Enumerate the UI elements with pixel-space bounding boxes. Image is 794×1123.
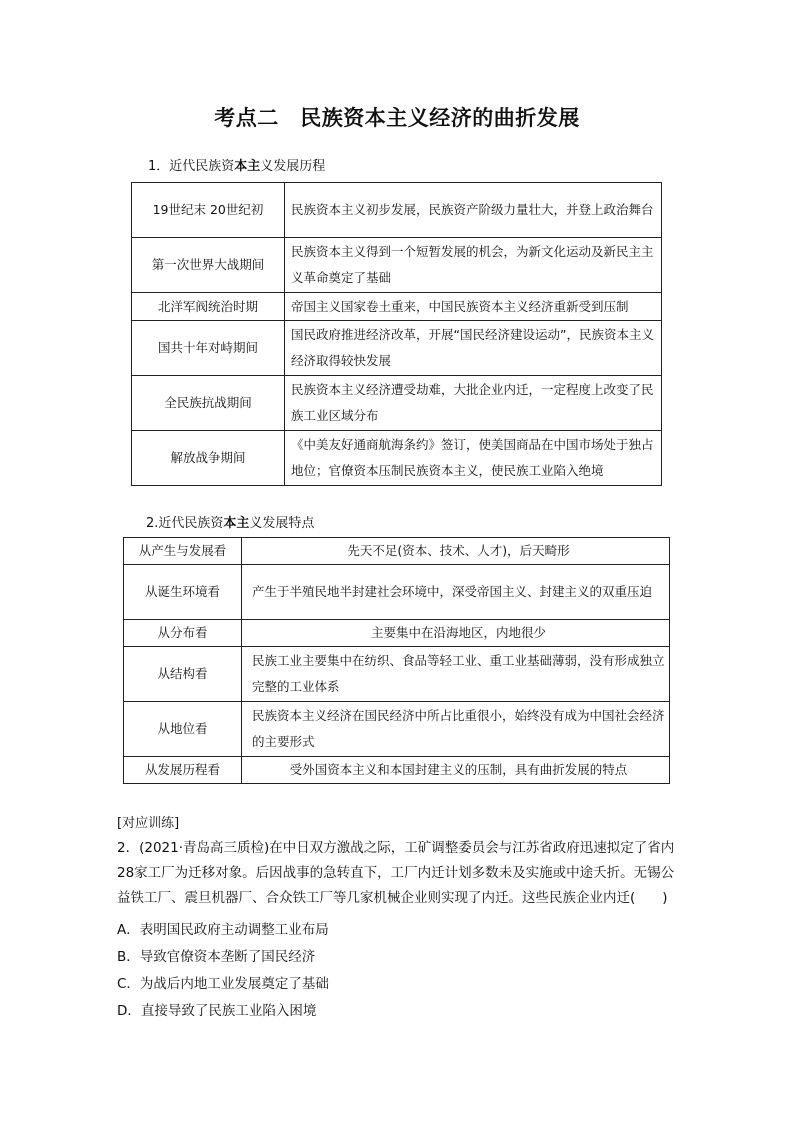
section-heading-history	[148, 155, 325, 174]
description-cell: 先天不足(资本、技术、人才)，后天畸形	[242, 538, 670, 565]
description-cell: 民族资本主义初步发展，民族资产阶级力量壮大，并登上政治舞台	[285, 183, 662, 238]
description-cell: 国民政府推进经济改革，开展“国民经济建设运动”，民族资本主义经济取得较快发展	[285, 321, 662, 376]
table-row	[132, 376, 662, 431]
description-cell: 产生于半殖民地半封建社会环境中，深受帝国主义、封建主义的双重压迫	[242, 565, 670, 620]
answer-options	[117, 917, 329, 1025]
table-row	[132, 431, 662, 486]
description-cell: 民族资本主义经济在国民经济中所占比重很小，始终没有成为中国社会经济的主要形式	[242, 702, 670, 757]
option-c[interactable]: C．为战后内地工业发展奠定了基础	[117, 976, 329, 992]
period-cell: 北洋军阀统治时期	[132, 293, 285, 321]
aspect-cell: 从分布看	[124, 620, 242, 647]
description-cell: 民族工业主要集中在纺织、食品等轻工业、重工业基础薄弱，没有形成独立完整的工业体系	[242, 647, 670, 702]
period-cell: 国共十年对峙期间	[132, 321, 285, 376]
description-cell: 民族资本主义经济遭受劫难，大批企业内迁，一定程度上改变了民族工业区域分布	[285, 376, 662, 431]
training-header: [对应训练]	[117, 816, 180, 831]
option-a[interactable]: A．表明国民政府主动调整工业布局	[117, 922, 329, 938]
aspect-cell: 从产生与发展看	[124, 538, 242, 565]
section-heading-bold: 本主	[223, 516, 250, 531]
period-cell: 19世纪末 20世纪初	[132, 183, 285, 238]
page-title: 考点二 民族资本主义经济的曲折发展	[214, 105, 580, 130]
table-row	[132, 293, 662, 321]
period-cell: 解放战争期间	[132, 431, 285, 486]
features-table	[123, 537, 670, 784]
table-row	[124, 702, 670, 757]
description-cell: 主要集中在沿海地区，内地很少	[242, 620, 670, 647]
table-row	[132, 238, 662, 293]
period-cell: 第一次世界大战期间	[132, 238, 285, 293]
table-row	[124, 647, 670, 702]
section-heading-text: 1．近代民族资	[148, 159, 235, 174]
aspect-cell: 从发展历程看	[124, 757, 242, 784]
aspect-cell: 从结构看	[124, 647, 242, 702]
option-b[interactable]: B．导致官僚资本垄断了国民经济	[117, 949, 316, 965]
table-row	[132, 183, 662, 238]
description-cell: 帝国主义国家卷土重来，中国民族资本主义经济重新受到压制	[285, 293, 662, 321]
section-heading-text: 义发展历程	[260, 159, 326, 174]
history-table	[131, 182, 662, 486]
section-heading-text: 义发展特点	[249, 516, 315, 531]
section-heading-features	[146, 512, 314, 531]
section-heading-text: 2.近代民族资	[146, 516, 224, 531]
aspect-cell: 从地位看	[124, 702, 242, 757]
option-d[interactable]: D．直接导致了民族工业陷入困境	[117, 1003, 317, 1019]
description-cell: 《中美友好通商航海条约》签订，使美国商品在中国市场处于独占地位；官僚资本压制民族资本主义，使民族工业陷入绝境	[285, 431, 662, 486]
section-heading-bold: 本主	[234, 159, 261, 174]
aspect-cell: 从诞生环境看	[124, 565, 242, 620]
description-cell: 民族资本主义得到一个短暂发展的机会，为新文化运动及新民主主义革命奠定了基础	[285, 238, 662, 293]
period-cell: 全民族抗战期间	[132, 376, 285, 431]
table-row	[132, 321, 662, 376]
description-cell: 受外国资本主义和本国封建主义的压制，具有曲折发展的特点	[242, 757, 670, 784]
table-row	[124, 565, 670, 620]
table-row	[124, 620, 670, 647]
question-text: 2．(2021·青岛高三质检)在中日双方激战之际，工矿调整委员会与江苏省政府迅速拟定了省内28家工厂为迁移对象。后因战事的急转直下，工厂内迁计划多数未及实施或中途夭折。无锡公益铁工厂、震旦机器厂、合众铁工厂等几家机械企业则实现了内迁。这些民族企业内迁( )	[117, 840, 675, 906]
table-row	[124, 538, 670, 565]
table-row	[124, 757, 670, 784]
